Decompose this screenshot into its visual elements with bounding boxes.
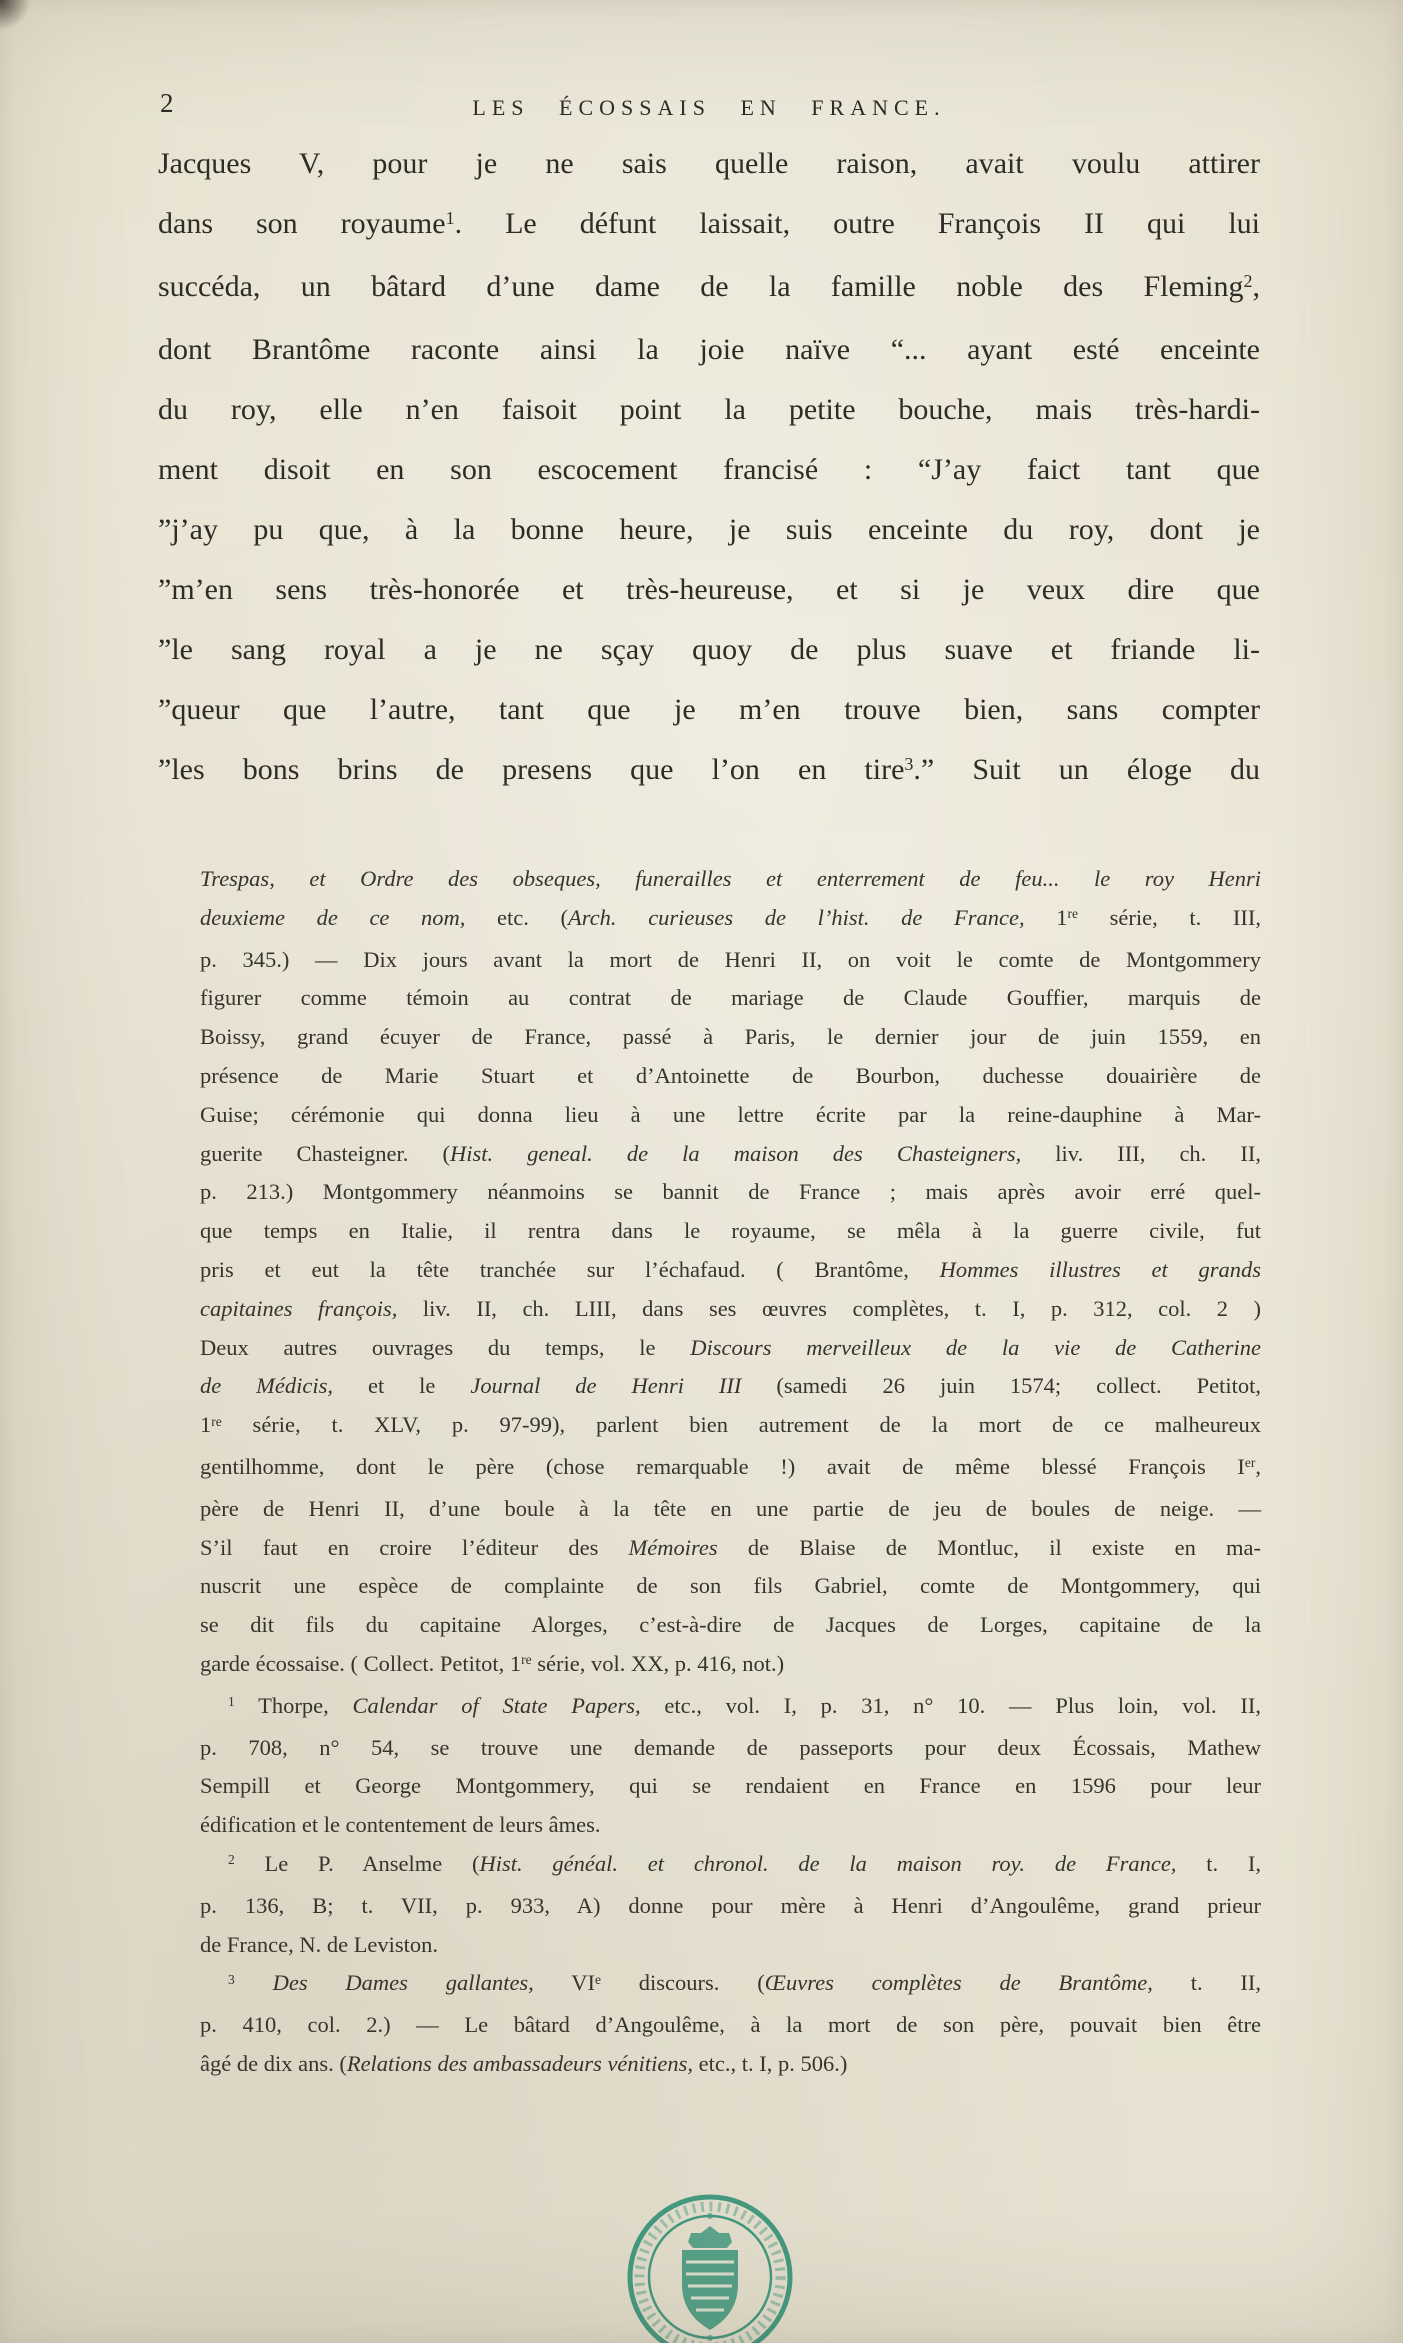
text-line: $^1$ Thorpe, Calendar of State Papers, etc., vol. I, p. 31, n° 10. — Plus loin, vol. II, [228, 1692, 1261, 1718]
text-line: Sempill et George Montgommery, qui se rendaient en France en 1596 pour leur [200, 1773, 1261, 1799]
footnote-2 [200, 1845, 1261, 1964]
text-line: p. 213.) Montgommery néanmoins se bannit de France ; mais après avoir erré quel- [200, 1179, 1261, 1205]
text-line: que temps en Italie, il rentra dans le royaume, se mêla à la guerre civile, fut [200, 1218, 1261, 1244]
text-line: Trespas, et Ordre des obseques, funerailles et enterrement de feu... le roy Henri [200, 866, 1261, 891]
text-line: nuscrit une espèce de complainte de son fils Gabriel, comte de Montgommery, qui [200, 1573, 1261, 1599]
text-line: $^2$ Le P. Anselme (Hist. généal. et chronol. de la maison roy. de France, t. I, [228, 1850, 1262, 1876]
text-line: S’il faut en croire l’éditeur des Mémoires de Blaise de Montluc, il existe en ma- [200, 1534, 1261, 1560]
text-line: p. 708, n° 54, se trouve une demande de passeports pour deux Écossais, Mathew [200, 1734, 1261, 1760]
text-line: dont Brantôme raconte ainsi la joie naïve “... ayant esté enceinte [158, 333, 1260, 366]
footnote-1 [200, 1687, 1261, 1845]
text-line: du roy, elle n’en faisoit point la petite bouche, mais très-hardi- [158, 393, 1260, 426]
running-header: LES ÉCOSSAIS EN FRANCE. [472, 95, 946, 120]
scan-artifact [0, 0, 30, 30]
text-line: ”les bons brins de presens que l’on en tire$^3$.” Suit un éloge du [158, 753, 1260, 786]
page-number: 2 [160, 88, 175, 118]
text-line: présence de Marie Stuart et d’Antoinette de Bourbon, duchesse douairière de [200, 1062, 1261, 1088]
text-line: de France, N. de Leviston. [200, 1931, 439, 1957]
library-stamp-graphic [625, 2192, 795, 2343]
text-line: édification et le contentement de leurs âmes. [200, 1812, 601, 1838]
text-line: 1re série, t. XLV, p. 97-99), parlent bien autrement de la mort de ce malheureux [200, 1412, 1261, 1438]
text-line: p. 410, col. 2.) — Le bâtard d’Angoulême, à la mort de son père, pouvait bien être [200, 2012, 1261, 2038]
text-line: pris et eut la tête tranchée sur l’échafaud. ( Brantôme, Hommes illustres et grands [200, 1256, 1261, 1282]
text-line: Guise; cérémonie qui donna lieu à une lettre écrite par la reine-dauphine à Mar- [200, 1101, 1261, 1127]
text-line: succéda, un bâtard d’une dame de la famille noble des Fleming$^2$, [158, 270, 1260, 303]
text-line: p. 345.) — Dix jours avant la mort de Henri II, on voit le comte de Montgommery [200, 946, 1261, 972]
text-line: figurer comme témoin au contrat de mariage de Claude Gouffier, marquis de [200, 985, 1261, 1011]
footnote-3 [200, 1964, 1261, 2083]
text-line: de Médicis, et le Journal de Henri III (samedi 26 juin 1574; collect. Petitot, [200, 1373, 1261, 1399]
text-line: $^3$ Des Dames gallantes, VIe discours. (Œuvres complètes de Brantôme, t. II, [228, 1970, 1261, 1996]
text-line: ”m’en sens très-honorée et très-heureuse, et si je veux dire que [158, 573, 1260, 606]
text-line: se dit fils du capitaine Alorges, c’est-à-dire de Jacques de Lorges, capitaine de la [200, 1612, 1261, 1638]
text-line: Deux autres ouvrages du temps, le Discours merveilleux de la vie de Catherine [200, 1334, 1261, 1360]
text-line: p. 136, B; t. VII, p. 933, A) donne pour mère à Henri d’Angoulême, grand prieur [200, 1892, 1261, 1918]
text-line: guerite Chasteigner. (Hist. geneal. de la maison des Chasteigners, liv. III, ch. II, [200, 1140, 1261, 1166]
text-line: deuxieme de ce nom, etc. (Arch. curieuses de l’hist. de France, 1re série, t. III, [200, 904, 1262, 930]
footnotes-section [200, 860, 1261, 2084]
text-line: ment disoit en son escocement francisé : “J’ay faict tant que [158, 453, 1260, 486]
text-line: dans son royaume$^1$. Le défunt laissait, outre François II qui lui [158, 207, 1260, 240]
text-line: Boissy, grand écuyer de France, passé à Paris, le dernier jour de juin 1559, en [200, 1024, 1261, 1050]
text-line: ”queur que l’autre, tant que je m’en trouve bien, sans compter [158, 693, 1260, 726]
footnote-continuation [200, 860, 1261, 1687]
text-line: père de Henri II, d’une boule à la tête en une partie de jeu de boules de neige. — [200, 1495, 1261, 1521]
main-text-paragraph [158, 134, 1260, 803]
text-line: Jacques V, pour je ne sais quelle raison, avait voulu attirer [158, 147, 1260, 180]
text-line: gentilhomme, dont le père (chose remarquable !) avait de même blessé François Ier, [200, 1453, 1261, 1479]
text-line: ”le sang royal a je ne sçay quoy de plus suave et friande li- [158, 633, 1260, 666]
library-stamp [625, 2192, 795, 2343]
text-line: ”j’ay pu que, à la bonne heure, je suis enceinte du roy, dont je [158, 513, 1260, 546]
text-line: âgé de dix ans. (Relations des ambassadeurs vénitiens, etc., t. I, p. 506.) [200, 2050, 848, 2076]
text-line: garde écossaise. ( Collect. Petitot, 1re série, vol. XX, p. 416, not.) [200, 1650, 785, 1676]
text-line: capitaines françois, liv. II, ch. LIII, dans ses œuvres complètes, t. I, p. 312, col. 2 ) [200, 1295, 1261, 1321]
